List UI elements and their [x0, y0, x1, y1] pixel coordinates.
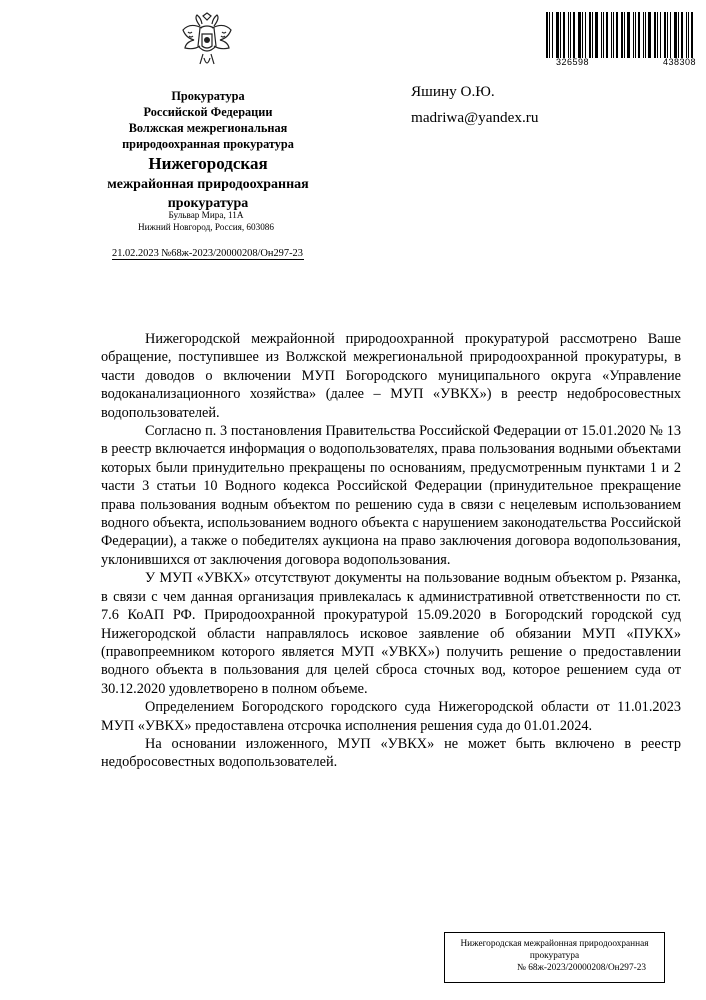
organization-header: [90, 88, 326, 213]
recipient-name: Яшину О.Ю.: [411, 83, 495, 100]
barcode-bar: [563, 12, 565, 58]
recipient-email: madriwa@yandex.ru: [411, 109, 539, 126]
org-line: природоохранная прокуратура: [122, 137, 294, 151]
body-paragraph: На основании изложенного, МУП «УВКХ» не может быть включено в реестр недобросовестных водопользователей.: [101, 735, 681, 771]
barcode-bar: [556, 12, 559, 58]
registration-number: 21.02.2023 №68ж-2023/20000208/Он297-23: [112, 248, 303, 259]
barcode-bar: [570, 12, 571, 58]
barcode-bar: [601, 12, 602, 58]
barcode-bar: [691, 12, 693, 58]
body-paragraph: Согласно п. 3 постановления Правительства Российской Федерации от 15.01.2020 № 13 в реестр включается информация о водопользователях, права пользования водными объектами которых были принудительно прекращены по основаниям, предусмотренным пунктами 1 и 2 части 3 статьи 10 Водного кодекса Российской Федерации (принудительное прекращение права пользования водным объектом по решению суда в связи с нецелевым использованием водного объекта, использованием водного объекта с нарушением законодательства Российской Федерации), а также о победителях аукциона на право заключения договора водопользования, уклонившихся от заключения договора водопользования.: [101, 423, 681, 568]
org-line: Прокуратура: [171, 89, 245, 103]
barcode-bar: [648, 12, 651, 58]
barcode-number-right: 438308: [662, 57, 696, 67]
coat-of-arms-emblem: [180, 12, 234, 70]
barcode-bar: [654, 12, 656, 58]
barcode-bar: [667, 12, 668, 58]
barcode-bar: [573, 12, 575, 58]
barcode-bar: [578, 12, 581, 58]
barcode-bar: [621, 12, 623, 58]
barcode-bar: [585, 12, 586, 58]
barcode-numbers: [556, 57, 696, 67]
barcode-bar: [560, 12, 561, 58]
body-paragraph: Определением Богородского городского суда Нижегородской области от 11.01.2023 МУП «УВКХ» предоставлена отсрочка исполнения решения суда до 01.01.2024.: [101, 699, 681, 734]
barcode-bar: [582, 12, 583, 58]
barcode-bar: [686, 12, 687, 58]
barcode-bar: [568, 12, 569, 58]
barcode-bar: [633, 12, 634, 58]
stamp-line: Нижегородская межрайонная природоохранная: [460, 939, 649, 949]
org-main-title: Нижегородская: [148, 154, 268, 173]
barcode-bar: [611, 12, 612, 58]
org-line: Волжская межрегиональная: [128, 121, 288, 135]
barcode-bar: [592, 12, 593, 58]
barcode-bar: [674, 12, 677, 58]
barcode-bar: [643, 12, 644, 58]
barcode-bar: [660, 12, 661, 58]
barcode-bar: [657, 12, 658, 58]
barcode-bar: [635, 12, 636, 58]
barcode-bar: [664, 12, 666, 58]
barcode-bar: [681, 12, 683, 58]
barcode-bar: [589, 12, 591, 58]
barcode-bar: [552, 12, 553, 58]
barcode-number-left: 326598: [556, 57, 590, 67]
barcode-bar: [603, 12, 604, 58]
barcode-bar: [645, 12, 646, 58]
barcode-bar: [670, 12, 671, 58]
stamp-line: прокуратура: [529, 951, 580, 961]
barcode-bar: [678, 12, 679, 58]
barcode-bar: [613, 12, 614, 58]
letter-body: [101, 330, 681, 772]
org-subtitle: прокуратура: [167, 196, 249, 211]
barcode-bar: [606, 12, 608, 58]
body-paragraph: Нижегородской межрайонной природоохранной прокуратурой рассмотрено Ваше обращение, поступившее из Волжской межрегиональной природоохранной прокуратуры, в части доводов о включении МУП Богородского муниципального округа «Управление водоканализационного хозяйства» (далее – МУП «УВКХ») в реестр недобросовестных водопользователей.: [101, 331, 681, 421]
barcode-bar: [627, 12, 630, 58]
barcode-bar: [688, 12, 689, 58]
org-line: Российской Федерации: [143, 105, 273, 119]
barcode-bar: [546, 12, 548, 58]
barcode-bar: [638, 12, 640, 58]
stamp-number: № 68ж-2023/20000208/Он297-23: [517, 963, 646, 973]
org-address: [106, 209, 306, 233]
barcode: [546, 12, 698, 58]
barcode-bar: [549, 12, 550, 58]
org-subtitle: межрайонная природоохранная: [107, 177, 309, 192]
address-street: Бульвар Мира, 11А: [168, 210, 244, 220]
address-city: Нижний Новгород, Россия, 603086: [138, 222, 274, 232]
barcode-bar: [595, 12, 598, 58]
body-paragraph: У МУП «УВКХ» отсутствуют документы на пользование водным объектом р. Рязанка, в связи с чем данная организация привлекалась к административной ответственности по ст. 7.6 КоАП РФ. Природоохранной прокуратурой 15.09.2020 в Богородский городской суд Нижегородской области направлялось исковое заявление об обязании МУП «ПУКХ» (правопреемником которого является МУП «УВКХ») получить решение о предоставлении водного объекта в пользования для целей сброса сточных вод, которое решением суда от 30.12.2020 удовлетворено в полном объеме.: [101, 570, 681, 697]
registration-stamp: [444, 932, 665, 983]
barcode-bar: [624, 12, 625, 58]
barcode-bar: [616, 12, 618, 58]
